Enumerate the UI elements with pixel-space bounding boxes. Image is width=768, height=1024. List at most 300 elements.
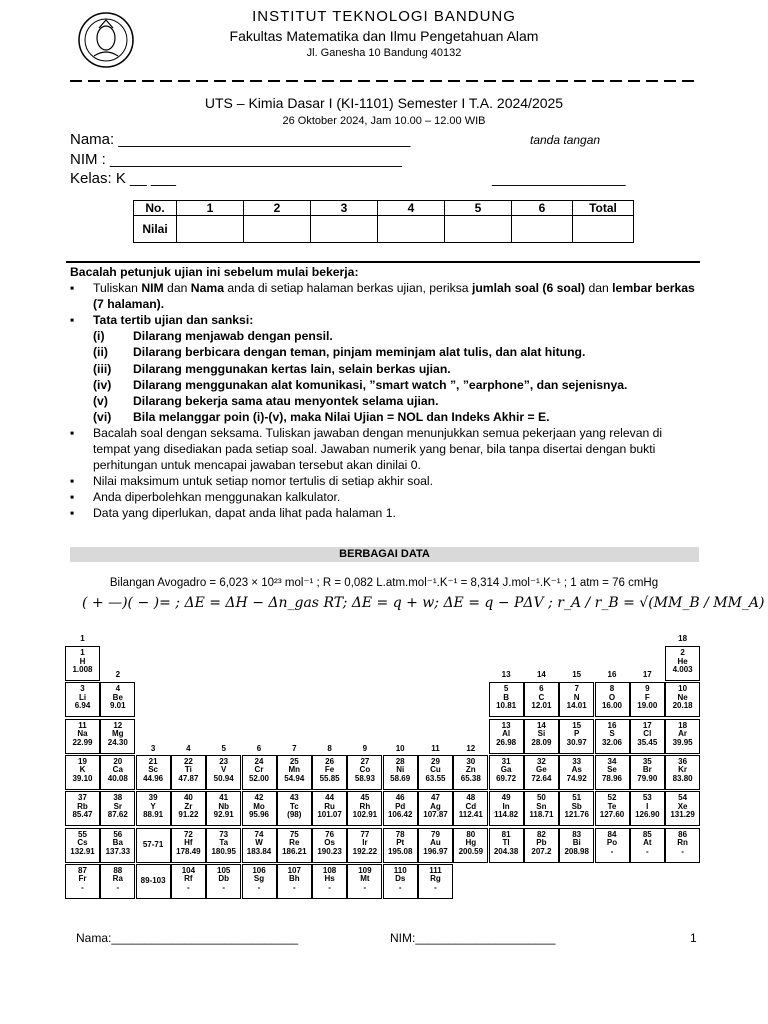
- list-item: ▪ Bacalah soal dengan seksama. Tuliskan jawaban dengan menunjukkan semua pekerjaan yang relevan di tempat yang disediakan pada setiap soal. Jawaban numerik yang benar, bila tanpa disertai dengan bukti perhitungan untuk mencapai jawaban tersebut akan dinilai 0.: [70, 425, 663, 473]
- atomic-number: 86: [678, 829, 688, 839]
- footer-nim: NIM:_____________________: [390, 931, 556, 945]
- atomic-mass: 47.87: [178, 773, 199, 783]
- element-cell: [100, 864, 135, 899]
- atomic-mass: 52.00: [248, 773, 270, 783]
- atomic-number: 76: [325, 829, 335, 839]
- element-symbol: Db: [218, 874, 230, 884]
- element-cell: [595, 719, 630, 754]
- element-symbol: Rg: [430, 874, 441, 884]
- atomic-mass: 44.96: [143, 773, 164, 783]
- atomic-mass: 107.87: [423, 810, 448, 820]
- element-cell: [206, 864, 241, 899]
- group-label: 10: [395, 744, 405, 753]
- score-cell[interactable]: [512, 216, 573, 243]
- atomic-number: 26: [325, 756, 335, 766]
- atomic-number: 11: [78, 720, 87, 730]
- atomic-number: 85: [642, 829, 652, 839]
- atomic-mass: 54.94: [284, 773, 305, 783]
- atomic-mass: 180.95: [211, 846, 236, 856]
- element-symbol: Ne: [677, 692, 688, 702]
- atomic-mass: -: [116, 882, 120, 892]
- atomic-mass: 39.10: [72, 773, 93, 783]
- kelas-field[interactable]: Kelas: K __ ___: [70, 170, 176, 187]
- atomic-number: 79: [431, 829, 440, 839]
- element-symbol: Mn: [288, 765, 301, 775]
- rule-item: (i) Dilarang menjawab dengan pensil.: [93, 329, 333, 344]
- list-item: ▪ Data yang diperlukan, dapat anda lihat pada halaman 1.: [70, 506, 396, 521]
- element-cell: [242, 864, 277, 899]
- element-cell: [524, 828, 559, 863]
- atomic-mass: 16.00: [601, 701, 623, 711]
- atomic-mass: -: [434, 882, 437, 892]
- atomic-mass: 131.29: [670, 810, 695, 820]
- atomic-number: 78: [395, 829, 405, 839]
- element-symbol: Os: [324, 838, 335, 847]
- element-symbol: Bh: [288, 874, 300, 884]
- element-cell: [595, 791, 630, 826]
- group-label: 15: [572, 670, 582, 679]
- atomic-mass: 178.49: [176, 846, 201, 856]
- element-cell: [630, 719, 665, 754]
- rule-item: (iv) Dilarang menggunakan alat komunikasi, ”smart watch ”, ”earphone”, dan sejenisnya.: [93, 377, 628, 392]
- atomic-mass: 39.95: [672, 737, 693, 747]
- element-symbol: Co: [359, 765, 371, 775]
- element-symbol: Mg: [112, 729, 124, 739]
- atomic-mass: 204.38: [493, 846, 519, 856]
- list-item: ▪ Anda diperbolehkan menggunakan kalkulator.: [70, 490, 341, 505]
- element-cell: [418, 791, 453, 826]
- atomic-mass: 63.55: [425, 773, 446, 783]
- atomic-number: 36: [678, 756, 688, 766]
- header-divider: [70, 80, 700, 82]
- score-cell[interactable]: [445, 216, 512, 243]
- element-symbol: Ni: [396, 765, 405, 775]
- group-label: 13: [501, 670, 511, 679]
- score-cell[interactable]: [573, 216, 634, 243]
- element-symbol: Pb: [536, 838, 547, 847]
- atomic-mass: 32.06: [601, 737, 623, 747]
- element-symbol: Hg: [465, 838, 477, 847]
- element-symbol: Cr: [254, 765, 264, 775]
- footer-nama: Nama:____________________________: [76, 931, 299, 945]
- list-item: ▪ Tuliskan NIM dan Nama anda di setiap halaman berkas ujian, periksa jumlah soal (6 soal) dan lembar berkas (7 halaman).: [70, 281, 695, 312]
- group-label: 5: [221, 744, 226, 753]
- atomic-mass: 196.97: [423, 846, 448, 856]
- element-symbol: V: [221, 765, 227, 775]
- element-cell: [242, 828, 277, 863]
- atomic-number: 13: [501, 720, 511, 730]
- score-cell[interactable]: [378, 216, 445, 243]
- element-symbol: Fe: [324, 765, 335, 775]
- score-cell[interactable]: [311, 216, 378, 243]
- element-cell: [453, 755, 488, 790]
- atomic-number: 27: [360, 756, 370, 766]
- atomic-number: 7: [574, 684, 579, 694]
- atomic-mass: 195.08: [387, 846, 413, 856]
- element-cell: [171, 791, 206, 826]
- element-symbol: Fr: [78, 874, 87, 884]
- atomic-number: 82: [536, 829, 546, 839]
- atomic-number: 108: [322, 865, 337, 875]
- element-cell: [489, 719, 524, 754]
- atomic-mass: -: [257, 882, 261, 892]
- atomic-number: 16: [607, 720, 617, 730]
- atomic-number: 28: [395, 756, 405, 766]
- element-symbol: Ga: [500, 765, 512, 775]
- atomic-mass: 58.93: [354, 773, 375, 783]
- atomic-mass: 186.21: [282, 846, 307, 856]
- element-symbol: Br: [642, 765, 652, 775]
- element-symbol: Cu: [430, 765, 441, 775]
- instructions: [70, 264, 700, 522]
- atomic-mass: 112.41: [458, 810, 483, 820]
- atomic-number: 111: [429, 865, 442, 875]
- element-cell: [453, 828, 488, 863]
- element-symbol: Rb: [77, 801, 88, 811]
- element-symbol: N: [573, 692, 580, 702]
- element-symbol: Mo: [253, 801, 265, 811]
- atomic-number: 15: [572, 720, 582, 730]
- group-label: 8: [327, 744, 332, 753]
- institution-name: INSTITUT TEKNOLOGI BANDUNG: [252, 8, 516, 25]
- element-symbol: Tc: [289, 801, 299, 811]
- atomic-mass: 26.98: [496, 737, 517, 747]
- element-cell: [383, 828, 418, 863]
- element-symbol: Ca: [112, 765, 123, 775]
- element-cell: [277, 791, 312, 826]
- rule-item: (vi) Bila melanggar poin (i)-(v), maka Nilai Ujian = NOL dan Indeks Akhir = E.: [93, 409, 550, 424]
- atomic-mass: 101.07: [317, 810, 342, 820]
- atomic-mass: 207.2: [531, 846, 552, 856]
- element-symbol: Mt: [360, 874, 370, 884]
- atomic-mass: 12.01: [531, 701, 552, 711]
- atomic-mass: 55.85: [319, 773, 340, 783]
- atomic-mass: 95.96: [248, 810, 270, 820]
- atomic-number: 39: [148, 793, 158, 803]
- element-symbol: Zn: [465, 765, 476, 775]
- element-symbol: Ir: [362, 838, 368, 847]
- score-table: [133, 200, 634, 243]
- atomic-mass: 200.59: [458, 846, 484, 856]
- element-symbol: He: [677, 656, 688, 666]
- atomic-number: 41: [219, 793, 229, 803]
- element-cell: [65, 682, 100, 717]
- rule-item: (ii) Dilarang berbicara dengan teman, pinjam meminjam alat tulis, dan alat hitung.: [93, 345, 586, 360]
- element-symbol: Sn: [536, 801, 547, 811]
- element-cell: [630, 682, 665, 717]
- element-symbol: Cs: [77, 838, 88, 847]
- element-cell: [418, 828, 453, 863]
- element-cell: [665, 755, 700, 790]
- atomic-number: 9: [645, 684, 650, 694]
- atomic-number: 109: [358, 865, 372, 875]
- element-symbol: Ag: [430, 801, 441, 811]
- atomic-number: 12: [113, 720, 123, 730]
- atomic-number: 29: [431, 756, 440, 766]
- element-symbol: Rf: [184, 874, 193, 884]
- atomic-mass: 24.30: [107, 737, 128, 747]
- atomic-number: 34: [607, 756, 617, 766]
- element-cell: [136, 864, 171, 899]
- atomic-mass: 83.80: [672, 773, 693, 783]
- element-symbol: Ra: [112, 874, 123, 884]
- element-cell: [171, 864, 206, 899]
- atomic-mass: 114.82: [494, 810, 519, 820]
- element-symbol: Si: [537, 729, 546, 739]
- element-cell: [136, 755, 171, 790]
- element-symbol: 57-71: [142, 839, 164, 849]
- score-row-label: Nilai: [134, 216, 177, 243]
- atomic-mass: 79.90: [637, 773, 658, 783]
- element-symbol: Hs: [324, 874, 335, 884]
- atomic-number: 48: [466, 793, 476, 803]
- element-cell: [312, 791, 347, 826]
- atomic-number: 87: [78, 865, 87, 875]
- atomic-number: 43: [289, 793, 299, 803]
- atomic-mass: 92.91: [213, 810, 234, 820]
- exam-title: UTS – Kimia Dasar I (KI-1101) Semester I T.A. 2024/2025: [204, 95, 564, 111]
- element-symbol: O: [608, 692, 616, 702]
- atomic-number: 35: [642, 756, 652, 766]
- element-symbol: Ge: [536, 765, 547, 775]
- element-cell: [559, 755, 594, 790]
- nim-field[interactable]: NIM : ___________________________________: [70, 151, 402, 168]
- element-cell: [347, 755, 382, 790]
- atomic-number: 49: [501, 793, 511, 803]
- element-cell: [136, 791, 171, 826]
- element-cell: [559, 719, 594, 754]
- element-symbol: K: [79, 765, 86, 775]
- atomic-mass: 88.91: [143, 810, 164, 820]
- atomic-mass: 40.08: [107, 773, 128, 783]
- element-cell: [524, 719, 559, 754]
- atomic-mass: 106.42: [387, 810, 413, 820]
- atomic-number: 42: [254, 793, 264, 803]
- address: Jl. Ganesha 10 Bandung 40132: [306, 47, 462, 59]
- element-cell: [630, 791, 665, 826]
- element-symbol: Po: [606, 838, 618, 847]
- score-header: 6: [512, 201, 573, 216]
- element-cell: [665, 828, 700, 863]
- element-cell: [65, 755, 100, 790]
- atomic-number: 17: [642, 720, 652, 730]
- rule-item: (iii) Dilarang menggunakan kertas lain, selain berkas ujian.: [93, 361, 451, 376]
- atomic-mass: 91.22: [178, 810, 199, 820]
- element-symbol: Se: [607, 765, 617, 775]
- element-cell: [665, 682, 700, 717]
- element-cell: [383, 864, 418, 899]
- atomic-mass: 208.98: [564, 846, 589, 856]
- element-cell: [524, 791, 559, 826]
- atomic-number: 25: [289, 756, 299, 766]
- element-cell: [100, 682, 135, 717]
- score-header: Total: [573, 201, 634, 216]
- exam-date: 26 Oktober 2024, Jam 10.00 – 12.00 WIB: [282, 115, 486, 127]
- atomic-mass: 22.99: [72, 737, 93, 747]
- element-cell: [524, 755, 559, 790]
- atomic-number: 24: [254, 756, 264, 766]
- group-label: 12: [466, 744, 476, 753]
- element-cell: [418, 755, 453, 790]
- element-cell: [595, 828, 630, 863]
- element-cell: [347, 791, 382, 826]
- atomic-number: 32: [536, 756, 546, 766]
- atomic-mass: 65.38: [460, 773, 481, 783]
- element-cell: [418, 864, 453, 899]
- element-cell: [665, 646, 700, 681]
- instructions-heading: Bacalah petunjuk ujian ini sebelum mulai bekerja:: [70, 265, 359, 279]
- atomic-mass: 121.76: [564, 810, 589, 820]
- atomic-number: 44: [325, 793, 335, 803]
- signature-line[interactable]: ________________: [492, 170, 626, 187]
- element-symbol: B: [503, 692, 509, 702]
- element-symbol: Au: [430, 838, 441, 847]
- score-cell[interactable]: [244, 216, 311, 243]
- atomic-number: 73: [219, 829, 229, 839]
- element-symbol: Ba: [112, 838, 123, 847]
- atomic-number: 77: [360, 829, 370, 839]
- atomic-number: 3: [80, 684, 85, 694]
- element-symbol: Rh: [359, 801, 371, 811]
- atomic-number: 21: [148, 756, 158, 766]
- element-symbol: Sr: [113, 801, 123, 811]
- atomic-number: 19: [78, 756, 87, 766]
- element-cell: [665, 791, 700, 826]
- element-symbol: Pt: [396, 838, 405, 847]
- element-symbol: Zr: [184, 801, 193, 811]
- element-symbol: As: [571, 765, 582, 775]
- atomic-mass: 132.91: [70, 846, 95, 856]
- element-symbol: Ar: [678, 729, 688, 739]
- nama-field[interactable]: Nama: ___________________________________: [70, 131, 411, 148]
- score-header: No.: [134, 201, 177, 216]
- atomic-mass: 118.71: [529, 810, 554, 820]
- score-header: 5: [445, 201, 512, 216]
- atomic-number: 45: [360, 793, 370, 803]
- atomic-mass: -: [292, 882, 296, 892]
- atomic-mass: -: [328, 882, 331, 892]
- element-cell: [595, 755, 630, 790]
- equations-line: ( + —)( − )= ; ΔE = ΔH − Δn_gas RT; ΔE = q + w; ΔE = q − PΔV ; r_A / r_B = √(MM_B / MM_A): [82, 595, 765, 611]
- element-cell: [489, 682, 524, 717]
- list-item: ▪ Nilai maksimum untuk setiap nomor tertulis di setiap akhir soal.: [70, 474, 434, 489]
- group-label: 17: [642, 670, 652, 679]
- element-cell: [595, 682, 630, 717]
- element-symbol: S: [609, 729, 615, 739]
- element-symbol: Ds: [395, 874, 406, 884]
- atomic-number: 75: [289, 829, 299, 839]
- element-symbol: Na: [77, 729, 88, 739]
- group-label: 11: [431, 744, 440, 753]
- atomic-number: 53: [642, 793, 652, 803]
- atomic-mass: 28.09: [531, 737, 552, 747]
- element-cell: [453, 791, 488, 826]
- element-symbol: Kr: [678, 765, 688, 775]
- element-cell: [630, 755, 665, 790]
- element-symbol: Al: [502, 729, 511, 739]
- atomic-number: 33: [572, 756, 582, 766]
- score-header: 2: [244, 201, 311, 216]
- score-header: 3: [311, 201, 378, 216]
- element-cell: [312, 828, 347, 863]
- atomic-number: 38: [113, 793, 123, 803]
- element-cell: [559, 828, 594, 863]
- element-cell: [383, 755, 418, 790]
- atomic-number: 20: [113, 756, 123, 766]
- element-symbol: Cl: [643, 729, 652, 739]
- atomic-mass: 74.92: [566, 773, 587, 783]
- group-label: 14: [536, 670, 546, 679]
- element-symbol: I: [646, 801, 649, 811]
- element-cell: [665, 719, 700, 754]
- element-symbol: W: [255, 838, 263, 847]
- element-symbol: In: [502, 801, 510, 811]
- atomic-mass: 14.01: [566, 701, 587, 711]
- element-cell: [630, 828, 665, 863]
- atomic-number: 81: [501, 829, 511, 839]
- atomic-number: 80: [466, 829, 476, 839]
- atomic-mass: 30.97: [566, 737, 587, 747]
- rule-item: (v) Dilarang bekerja sama atau menyontek selama ujian.: [93, 393, 439, 408]
- element-symbol: Sb: [571, 801, 582, 811]
- element-cell: [524, 682, 559, 717]
- atomic-mass: -: [681, 846, 684, 856]
- element-symbol: Bi: [572, 838, 581, 847]
- element-cell: [277, 828, 312, 863]
- element-cell: [242, 791, 277, 826]
- score-cell[interactable]: [177, 216, 244, 243]
- element-symbol: Tl: [502, 838, 510, 847]
- atomic-mass: 50.94: [213, 773, 234, 783]
- faculty-name: Fakultas Matematika dan Ilmu Pengetahuan Alam: [229, 28, 539, 44]
- atomic-number: 54: [678, 793, 688, 803]
- group-label: 6: [256, 744, 262, 753]
- atomic-number: 72: [183, 829, 193, 839]
- element-symbol: Ti: [184, 765, 192, 775]
- atomic-number: 107: [287, 865, 301, 875]
- element-cell: [383, 791, 418, 826]
- element-cell: [100, 828, 135, 863]
- element-cell: [206, 755, 241, 790]
- atomic-number: 8: [609, 684, 615, 694]
- element-symbol: P: [574, 729, 580, 739]
- element-cell: [65, 828, 100, 863]
- atomic-mass: 35.45: [637, 737, 658, 747]
- atomic-mass: 10.81: [496, 701, 517, 711]
- atomic-mass: -: [363, 882, 367, 892]
- atomic-number: 105: [217, 865, 231, 875]
- atomic-number: 40: [183, 793, 193, 803]
- atomic-mass: 9.01: [110, 701, 126, 711]
- atomic-number: 4: [115, 684, 121, 694]
- data-section-title: BERBAGAI DATA: [70, 547, 699, 562]
- atomic-mass: 126.90: [635, 810, 660, 820]
- atomic-mass: 192.22: [352, 846, 378, 856]
- element-symbol: Sc: [148, 765, 158, 775]
- atomic-mass: 183.84: [246, 846, 272, 856]
- atomic-number: 2: [680, 648, 685, 657]
- atomic-mass: 19.00: [637, 701, 658, 711]
- atomic-number: 10: [678, 684, 688, 694]
- atomic-mass: -: [222, 882, 226, 892]
- list-item: ▪ Tata tertib ujian dan sanksi:: [70, 313, 254, 328]
- atomic-number: 23: [219, 756, 229, 766]
- atomic-number: 14: [536, 720, 546, 730]
- atomic-mass: 20.18: [672, 701, 693, 711]
- element-symbol: Y: [150, 801, 156, 811]
- element-symbol: C: [538, 692, 545, 702]
- element-symbol: Hf: [184, 838, 193, 847]
